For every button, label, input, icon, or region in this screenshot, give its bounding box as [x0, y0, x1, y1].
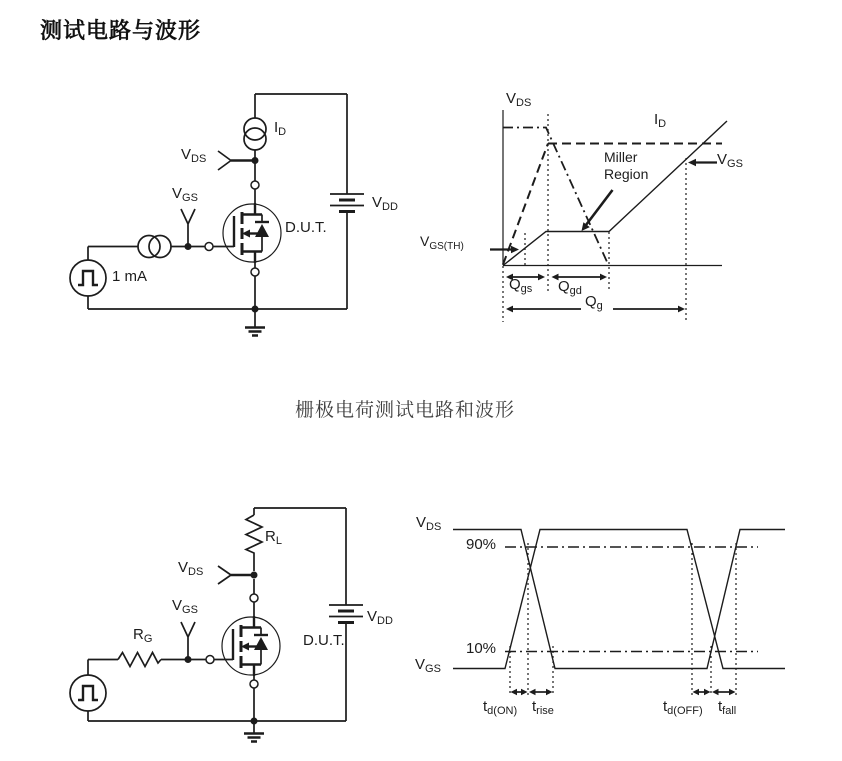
vgs-th-arrow: [490, 246, 519, 253]
td-on-span-arrow: [511, 689, 528, 695]
vds-probe-icon: [218, 566, 254, 584]
figure-caption: 栅极电荷测试电路和波形: [295, 400, 516, 421]
vdd-label: $V_{DD}$: [367, 608, 393, 627]
switching-waveform: [453, 530, 785, 697]
vgs-threshold-label: $V_{GS(TH)}$: [420, 233, 464, 252]
rg-label: $R_G$: [133, 626, 153, 645]
dut-label: D.U.T.: [303, 632, 345, 649]
page-title: 测试电路与波形: [40, 18, 202, 43]
vdd-battery-icon: [330, 194, 364, 212]
dut-label: D.U.T.: [285, 219, 327, 236]
t-rise-label: $t_{rise}$: [532, 698, 554, 717]
td-off-span-arrow: [693, 689, 711, 695]
switching-test-circuit: [70, 508, 363, 742]
terminal: [206, 656, 214, 664]
terminal: [205, 243, 213, 251]
ground-icon: [244, 734, 264, 742]
ground-icon: [245, 328, 265, 336]
t-fall-label: $t_{fall}$: [718, 698, 737, 717]
axis: [503, 110, 722, 266]
vds-probe-label: $V_{DS}$: [181, 146, 207, 165]
junction-dot: [251, 718, 258, 725]
vdd-battery-icon: [329, 605, 363, 623]
vds-probe-icon: [218, 151, 255, 170]
id-source-label: $I_D$: [274, 119, 287, 138]
qgs-label: $Q_{gs}$: [509, 276, 533, 295]
terminal: [251, 181, 259, 189]
gate-charge-test-circuit: [70, 94, 364, 336]
junction-dot: [251, 572, 258, 579]
qgd-label: $Q_{gd}$: [558, 278, 582, 297]
gate-current-label: 1 mA: [112, 268, 148, 285]
waveform-id-label: $I_D$: [654, 111, 667, 130]
junction-dot: [185, 243, 192, 250]
circuit-wires: [88, 94, 347, 327]
pulse-generator: [70, 675, 106, 711]
t-rise-span-arrow: [529, 689, 553, 695]
miller-region-label: Miller Region: [604, 149, 649, 182]
gate-current-source: [138, 236, 171, 258]
waveform-vds-label: $V_{DS}$: [506, 90, 532, 109]
vds-trace: [453, 530, 785, 669]
vds-probe-label: $V_{DS}$: [178, 559, 204, 578]
vgs-probe-icon: [181, 622, 195, 660]
vgs-probe-label: $V_{GS}$: [172, 597, 198, 616]
timing-dotted-lines: [510, 543, 736, 696]
qg-label: $Q_g$: [585, 293, 603, 312]
rl-label: $R_L$: [265, 528, 282, 547]
terminal: [250, 680, 258, 688]
circuit-wires: [88, 508, 346, 733]
miller-region-arrow: [582, 190, 613, 231]
vds-trace: [503, 128, 608, 265]
drain-current-source: [244, 118, 266, 150]
terminal: [251, 268, 259, 276]
waveform-vgs-label: $V_{GS}$: [415, 656, 441, 675]
mosfet-dut-icon: [222, 616, 280, 676]
junction-dot: [252, 306, 259, 313]
junction-dot: [185, 656, 192, 663]
vgs-pointer-arrow: [688, 159, 717, 166]
pulse-generator: [70, 260, 106, 296]
vdd-label: $V_{DD}$: [372, 194, 398, 213]
t-fall-span-arrow: [712, 689, 736, 695]
td-on-label: $t_{d(ON)}$: [483, 698, 518, 717]
vgs-probe-icon: [181, 209, 195, 247]
mosfet-dut-icon: [223, 203, 281, 263]
junction-dot: [252, 157, 259, 164]
terminal: [250, 594, 258, 602]
vgs-probe-label: $V_{GS}$: [172, 185, 198, 204]
level-10-label: 10%: [466, 640, 497, 657]
level-90-label: 90%: [466, 536, 497, 553]
td-off-label: $t_{d(OFF)}$: [663, 698, 703, 717]
waveform-vds-label: $V_{DS}$: [416, 514, 442, 533]
waveform-vgs-label: $V_{GS}$: [717, 151, 743, 170]
